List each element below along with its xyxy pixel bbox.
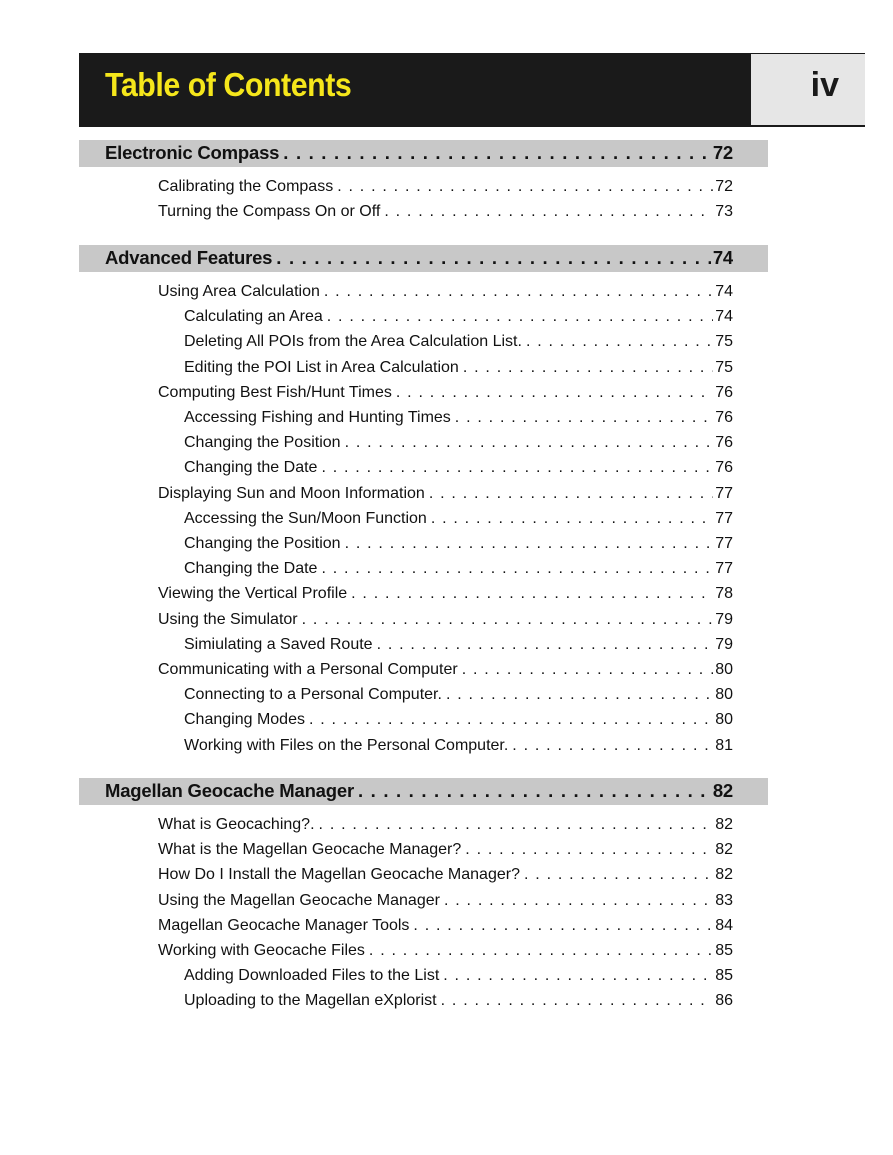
- dot-leader: [321, 560, 713, 578]
- toc-entry-page-number: 72: [715, 178, 733, 195]
- toc-subentry-page-number: 80: [715, 686, 733, 704]
- toc-entry[interactable]: [158, 203, 733, 221]
- toc-subentry-label: Editing the POI List in Area Calculation: [184, 358, 459, 376]
- dot-leader: [446, 686, 713, 704]
- toc-subentry[interactable]: [184, 636, 733, 654]
- header-divider: [79, 126, 865, 127]
- dot-leader: [431, 510, 713, 528]
- header-bar: [79, 53, 751, 126]
- toc-entry-label: Turning the Compass On or Off: [158, 203, 381, 221]
- toc-subentry[interactable]: [184, 510, 733, 528]
- toc-subentry-page-number: 85: [715, 967, 733, 985]
- toc-entry[interactable]: [158, 841, 733, 859]
- toc-subentry-label: Accessing Fishing and Hunting Times: [184, 409, 451, 426]
- toc-subentry-label: Changing the Date: [184, 560, 318, 578]
- toc-subentry-label: Connecting to a Personal Computer.: [184, 686, 442, 704]
- toc-section-heading[interactable]: [105, 780, 733, 802]
- toc-entry-label: Calibrating the Compass: [158, 178, 334, 195]
- dot-leader: [351, 585, 713, 603]
- page-title: Table of Contents: [105, 66, 352, 103]
- toc-entry-page-number: 78: [715, 585, 733, 603]
- toc-entry-label: Using Area Calculation: [158, 283, 320, 300]
- toc-entry[interactable]: [158, 485, 733, 503]
- toc-entry-label: Using the Simulator: [158, 610, 298, 628]
- toc-entry-label: What is Geocaching?.: [158, 816, 315, 833]
- dot-leader: [526, 333, 713, 351]
- dot-leader: [396, 384, 713, 402]
- dot-leader: [443, 967, 713, 985]
- toc-subentry[interactable]: [184, 737, 733, 755]
- toc-entry-label: Displaying Sun and Moon Information: [158, 484, 425, 502]
- toc-entry[interactable]: [158, 384, 733, 402]
- toc-subentry-label: Changing the Position: [184, 535, 341, 552]
- toc-subentry-page-number: 77: [715, 509, 733, 527]
- toc-entry-page-number: 83: [715, 891, 733, 909]
- page-number-tab: [751, 53, 865, 126]
- dot-leader: [345, 535, 714, 553]
- toc-entry-page-number: 80: [715, 661, 733, 678]
- dot-leader: [429, 485, 713, 503]
- dot-leader: [321, 459, 713, 477]
- toc-subentry[interactable]: [184, 711, 733, 729]
- toc-subentry-label: Changing the Date: [184, 459, 318, 477]
- toc-section-heading-label: Electronic Compass: [105, 142, 280, 163]
- toc-subentry[interactable]: [184, 434, 733, 452]
- toc-subentry-label: Changing Modes: [184, 711, 305, 729]
- toc-subentry[interactable]: [184, 359, 733, 377]
- dot-leader: [358, 780, 711, 802]
- toc-entry-page-number: 79: [715, 610, 733, 628]
- toc-entry-page-number: 74: [715, 283, 733, 300]
- dot-leader: [377, 636, 714, 654]
- toc-subentry-label: Uploading to the Magellan eXplorist: [184, 992, 437, 1010]
- toc-entry[interactable]: [158, 611, 733, 629]
- toc-subentry-page-number: 76: [715, 434, 733, 452]
- dot-leader: [463, 359, 713, 377]
- toc-subentry-page-number: 74: [715, 308, 733, 326]
- dot-leader: [384, 203, 713, 221]
- dot-leader: [337, 178, 713, 196]
- toc-section-heading-label: Advanced Features: [105, 247, 273, 268]
- toc-subentry[interactable]: [184, 560, 733, 578]
- toc-subentry[interactable]: [184, 686, 733, 704]
- toc-subentry-page-number: 75: [715, 358, 733, 376]
- toc-subentry[interactable]: [184, 308, 733, 326]
- toc-entry[interactable]: [158, 942, 733, 960]
- toc-subentry[interactable]: [184, 459, 733, 477]
- toc-section-heading-page-number: 74: [712, 247, 733, 268]
- toc-subentry-label: Simiulating a Saved Route: [184, 635, 373, 653]
- toc-subentry[interactable]: [184, 992, 733, 1010]
- dot-leader: [369, 942, 713, 960]
- toc-section-heading[interactable]: [105, 142, 733, 164]
- toc-entry[interactable]: [158, 661, 733, 679]
- dot-leader: [512, 737, 713, 755]
- toc-entry[interactable]: [158, 892, 733, 910]
- dot-leader: [413, 917, 713, 935]
- toc-subentry-label: Accessing the Sun/Moon Function: [184, 509, 427, 527]
- toc-entry[interactable]: [158, 866, 733, 884]
- toc-subentry-page-number: 75: [715, 333, 733, 351]
- dot-leader: [324, 283, 713, 301]
- toc-subentry-page-number: 79: [715, 635, 733, 653]
- dot-leader: [309, 711, 713, 729]
- toc-entry-label: Computing Best Fish/Hunt Times: [158, 383, 392, 401]
- toc-entry-page-number: 76: [715, 383, 733, 401]
- toc-subentry-page-number: 76: [715, 459, 733, 477]
- toc-subentry-page-number: 76: [715, 409, 733, 426]
- toc-entry-label: Working with Geocache Files: [158, 942, 365, 959]
- toc-entry[interactable]: [158, 917, 733, 935]
- toc-subentry-page-number: 81: [715, 736, 733, 754]
- dot-leader: [524, 866, 713, 884]
- toc-entry[interactable]: [158, 283, 733, 301]
- toc-entry-label: Communicating with a Personal Computer: [158, 661, 458, 678]
- toc-entry-label: Using the Magellan Geocache Manager: [158, 891, 440, 909]
- toc-section-heading-label: Magellan Geocache Manager: [105, 780, 354, 801]
- toc-subentry[interactable]: [184, 333, 733, 351]
- toc-subentry-page-number: 77: [715, 560, 733, 578]
- toc-subentry-label: Changing the Position: [184, 434, 341, 452]
- toc-entry-page-number: 77: [715, 484, 733, 502]
- toc-entry-label: How Do I Install the Magellan Geocache Manager?: [158, 866, 520, 884]
- toc-subentry[interactable]: [184, 967, 733, 985]
- dot-leader: [276, 247, 711, 269]
- toc-subentry[interactable]: [184, 409, 733, 427]
- toc-entry-page-number: 82: [715, 866, 733, 884]
- dot-leader: [302, 611, 714, 629]
- toc-entry[interactable]: [158, 178, 733, 196]
- dot-leader: [327, 308, 713, 326]
- toc-entry-label: What is the Magellan Geocache Manager?: [158, 841, 462, 859]
- toc-entry[interactable]: [158, 585, 733, 603]
- toc-subentry[interactable]: [184, 535, 733, 553]
- toc-subentry-label: Working with Files on the Personal Computer.: [184, 736, 509, 754]
- toc-section-heading[interactable]: [105, 247, 733, 269]
- toc-entry[interactable]: [158, 816, 733, 834]
- toc-subentry-label: Calculating an Area: [184, 308, 323, 326]
- dot-leader: [444, 892, 713, 910]
- toc-subentry-page-number: 77: [715, 535, 733, 552]
- toc-entry-label: Viewing the Vertical Profile: [158, 585, 348, 603]
- toc-entry-page-number: 82: [715, 841, 733, 859]
- toc-entry-label: Magellan Geocache Manager Tools: [158, 916, 410, 934]
- toc-section-heading-page-number: 72: [712, 142, 733, 163]
- toc-subentry-label: Deleting All POIs from the Area Calculation List.: [184, 333, 522, 351]
- toc-section-heading-page-number: 82: [712, 780, 733, 801]
- toc-entry-page-number: 85: [715, 942, 733, 959]
- dot-leader: [455, 409, 713, 427]
- toc-entry-page-number: 73: [715, 203, 733, 221]
- toc-entry-page-number: 84: [715, 916, 733, 934]
- toc-subentry-page-number: 86: [715, 992, 733, 1010]
- page-number: iv: [810, 66, 839, 104]
- dot-leader: [441, 992, 714, 1010]
- dot-leader: [462, 661, 714, 679]
- dot-leader: [319, 816, 714, 834]
- toc-subentry-page-number: 80: [715, 711, 733, 729]
- dot-leader: [465, 841, 713, 859]
- dot-leader: [283, 142, 711, 164]
- dot-leader: [345, 434, 714, 452]
- toc-subentry-label: Adding Downloaded Files to the List: [184, 967, 440, 985]
- toc-entry-page-number: 82: [715, 816, 733, 833]
